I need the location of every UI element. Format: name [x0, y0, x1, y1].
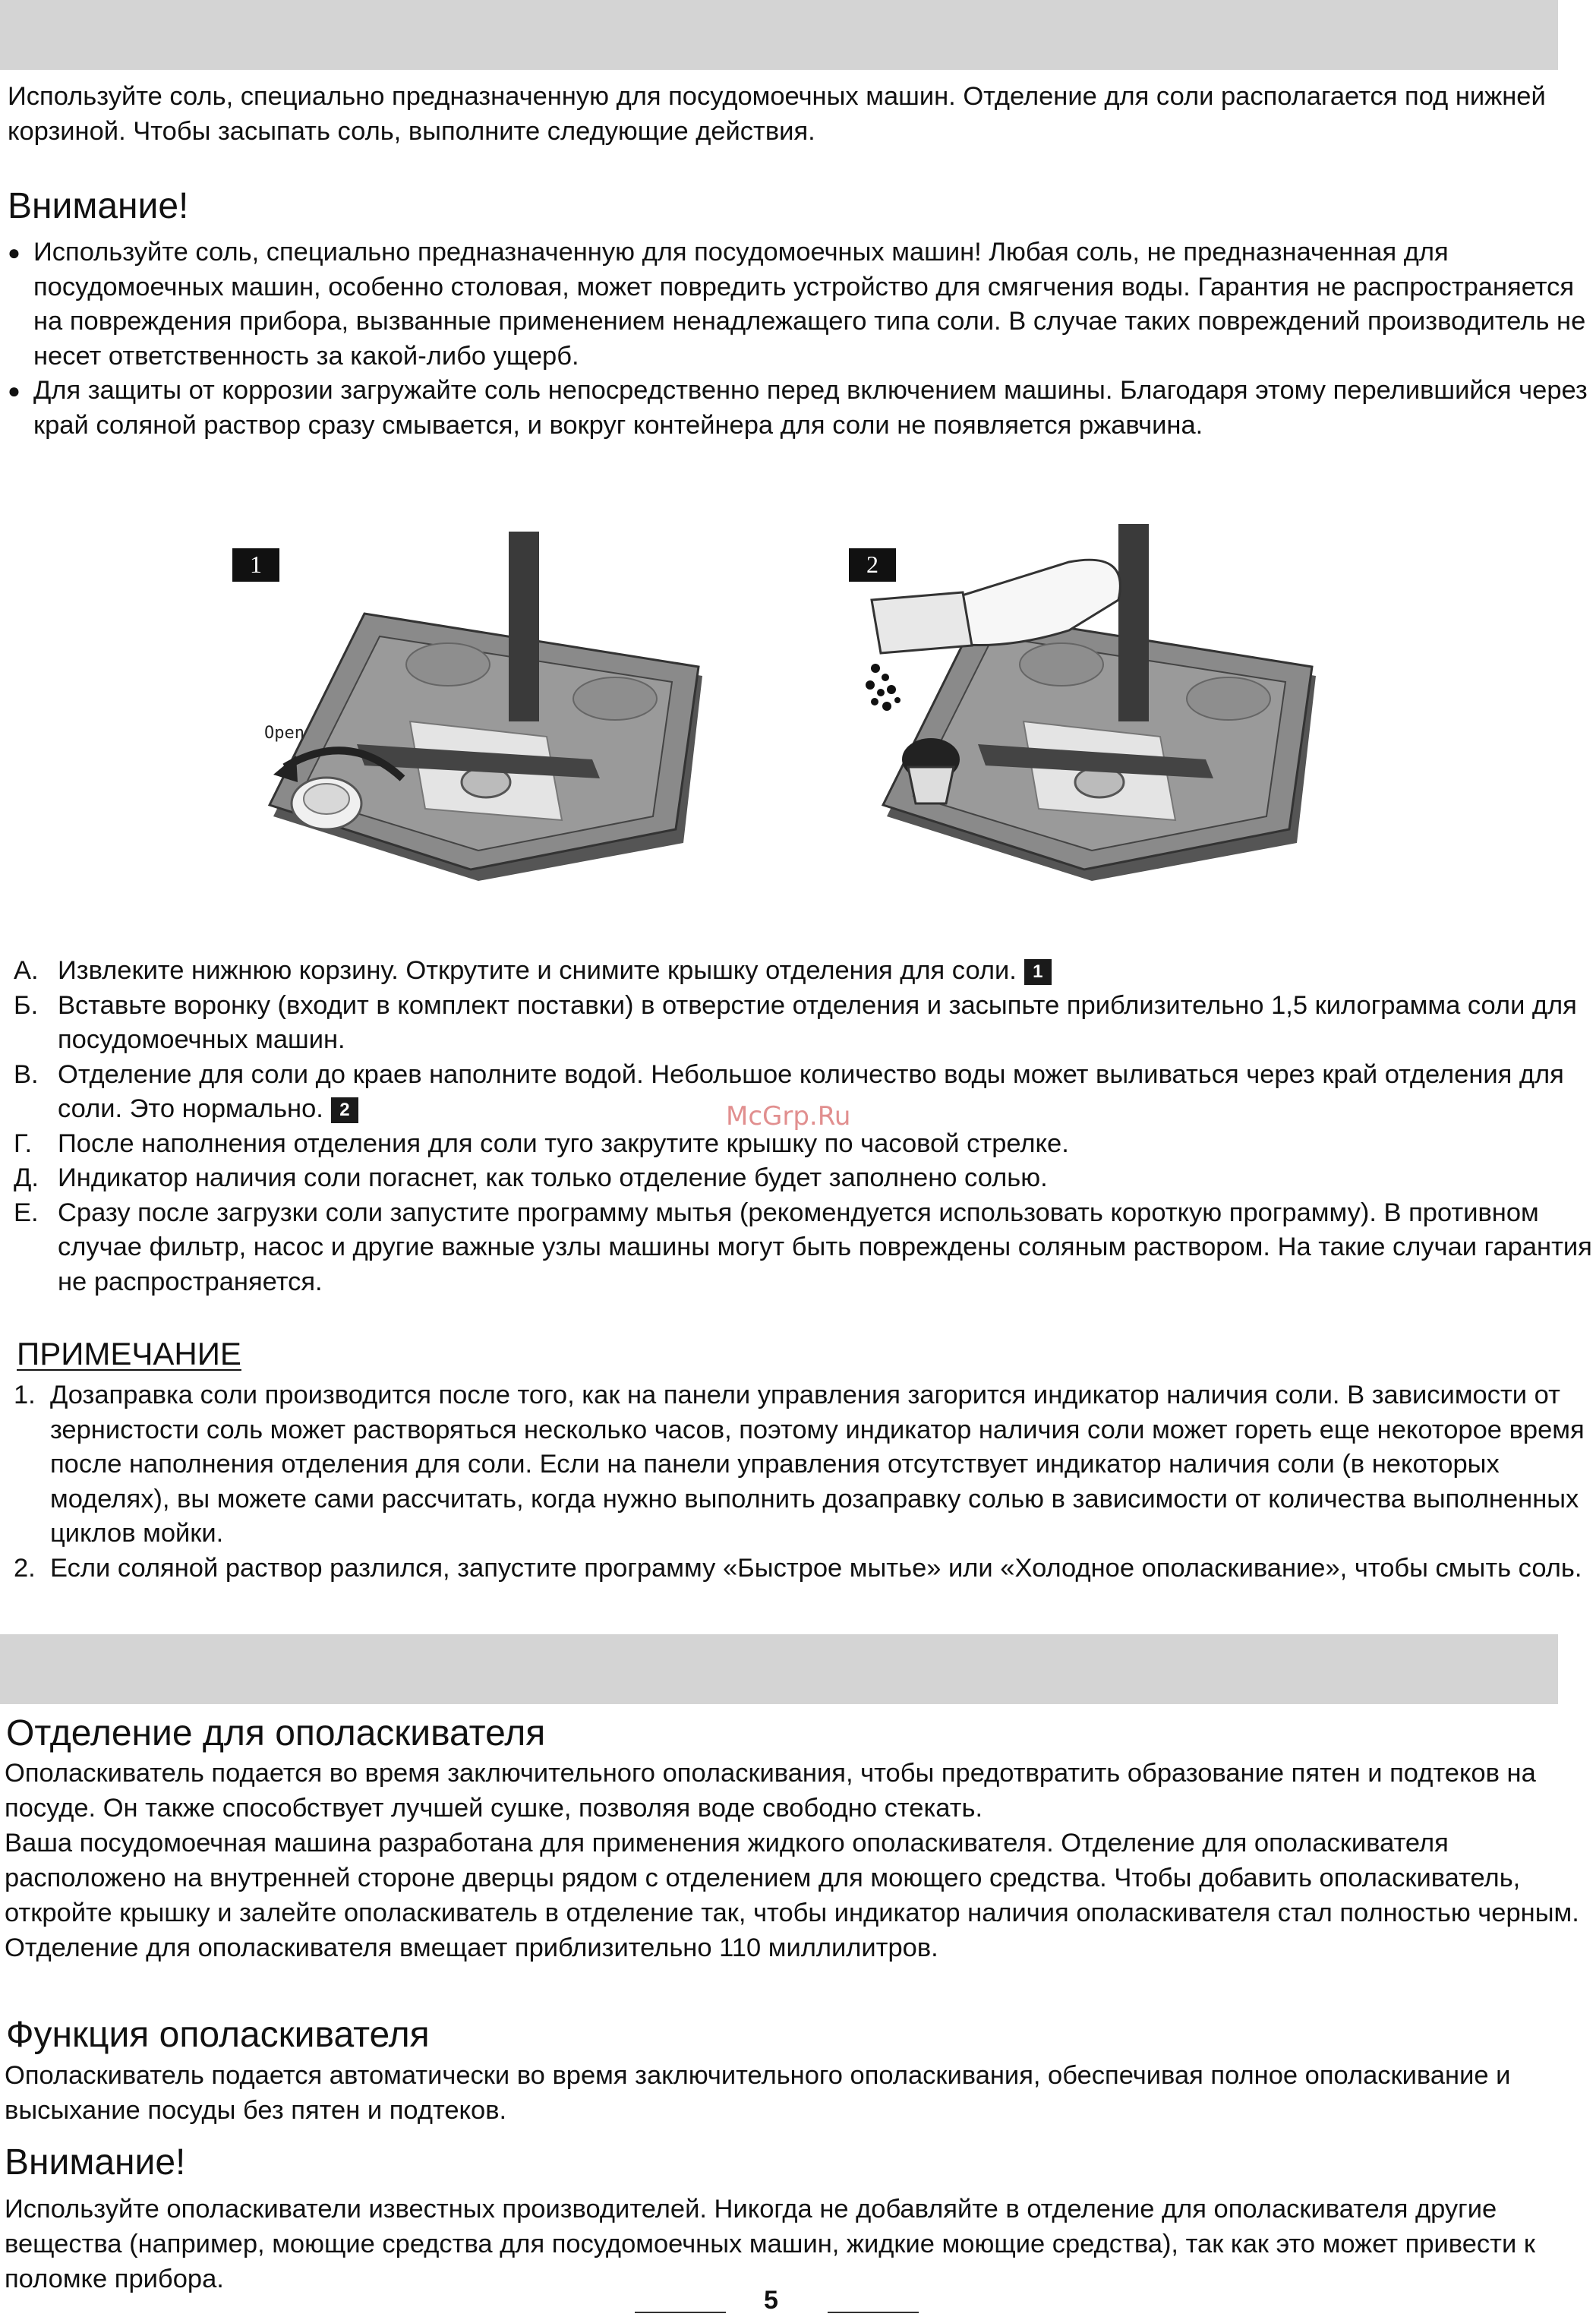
rinse-aid-heading: Отделение для ополаскивателя — [6, 1713, 546, 1753]
warning-heading-2: Внимание! — [5, 2142, 186, 2183]
figure-ref-1: 1 — [1024, 959, 1052, 985]
intro-paragraph: Используйте соль, специально предназначенную для посудомоечных машин. Отделение для соли располагается под нижней корзиной. Чтобы засыпать соль, выполните следующие действия. — [8, 82, 1546, 146]
warning-heading-1: Внимание! — [8, 186, 189, 226]
figure-1-label: 1 — [250, 551, 262, 578]
warning-bullet-list — [8, 235, 1594, 443]
rinse-function-heading: Функция ополаскивателя — [6, 2015, 430, 2055]
rinse-aid-paragraph-2: Ваша посудомоечная машина разработана для применения жидкого ополаскивателя. Отделение для ополаскивателя расположено на внутренней стороне дверцы рядом с отделением для моющего средства. Чтобы добавить ополаскиватель, откройте крышку и залейте ополаскиватель в отделение так, чтобы индикатор наличия ополаскивателя стал полностью черным. Отделение для ополаскивателя вмещает приблизительно 110 миллилитров. — [5, 1829, 1579, 1962]
tub-recess-right — [573, 677, 657, 720]
figure-1-salt-cap-open — [228, 516, 714, 881]
section-band — [0, 1634, 1558, 1704]
bullet-dot-icon: ● — [8, 241, 21, 264]
note-heading: ПРИМЕЧАНИЕ — [17, 1336, 241, 1371]
step-item: А. Извлеките нижнюю корзину. Открутите и снимите крышку отделения для соли. 1 — [14, 954, 1596, 989]
warning-bullet: ● Используйте соль, специально предназначенную для посудомоечных машин! Любая соль, не предназначенная для посудомоечных машин, особенно столовая, может повредить устройство для смягчения воды. Гарантия не распространяется на повреждения прибора, вызванные применением ненадлежащего типа соли. В случае таких повреждений производитель не несет ответственность за какой-либо ущерб. — [8, 235, 1594, 374]
step-item: Г. После наполнения отделения для соли туго закрутите крышку по часовой стрелке. — [14, 1128, 1069, 1158]
footer-line-right — [828, 2312, 919, 2313]
tub-recess-left — [1020, 643, 1103, 686]
figure-2-salt-filling — [841, 516, 1327, 881]
warning-bullet: ● Для защиты от коррозии загружайте соль непосредственно перед включением машины. Благодаря этому перелившийся через край соляной раствор сразу смывается, и вокруг контейнера для соли не появляется ржавчина. — [8, 374, 1594, 443]
step-item: Е. Сразу после загрузки соли запустите программу мытья (рекомендуется использовать короткую программу). В противном случае фильтр, насос и другие важные узлы машины могут быть повреждены соляным раствором. На такие случаи гарантия не распространяется. — [14, 1198, 1592, 1296]
tub-recess-left — [406, 643, 490, 686]
figure-ref-2: 2 — [331, 1097, 358, 1123]
step-item: В. Отделение для соли до краев наполните водой. Небольшое количество воды может выливаться через край отделения для соли. Это нормально. 2 — [14, 1059, 1564, 1123]
figure-2-label: 2 — [866, 551, 878, 578]
header-band — [0, 0, 1558, 70]
note-item: 2. Если соляной раствор разлился, запустите программу «Быстрое мытье» или «Холодное ополаскивание», чтобы смыть соль. — [14, 1553, 1582, 1583]
note-item: 1. Дозаправка соли производится после того, как на панели управления загорится индикатор наличия соли. В зависимости от зернистости соль может растворяться несколько часов, поэтому индикатор наличия соли может гореть еще некоторое время после наполнения отделения для соли. Если на панели управления отсутствует индикатор наличия соли (в некоторых моделях), вы можете сами рассчитать, когда нужно выполнить дозаправку солью в зависимости от количества выполненных циклов мойки. — [14, 1381, 1585, 1548]
salt-grains — [866, 664, 901, 711]
bullet-dot-icon: ● — [8, 379, 21, 402]
step-item: Д. Индикатор наличия соли погаснет, как только отделение будет заполнено солью. — [14, 1163, 1048, 1192]
salt-pack — [872, 592, 972, 653]
open-label: Open — [264, 724, 304, 743]
footer-line-left — [635, 2312, 726, 2313]
arrow-head-icon — [273, 756, 298, 782]
note-list — [14, 1378, 1593, 1586]
spray-arm-column — [1118, 524, 1149, 721]
watermark: McGrp.Ru — [726, 1101, 851, 1132]
salt-funnel — [908, 767, 954, 803]
warning-2-paragraph: Используйте ополаскиватели известных производителей. Никогда не добавляйте в отделение для ополаскивателя другие вещества (например, моющие средства для посудомоечных машин, жидкие моющие средства), так как это может привести к поломке прибора. — [5, 2195, 1535, 2293]
spray-arm-column — [509, 532, 539, 721]
page-number: 5 — [764, 2286, 778, 2315]
tub-recess-right — [1187, 677, 1270, 720]
salt-cap-top — [304, 784, 349, 814]
rinse-aid-paragraph-1: Ополаскиватель подается во время заключительного ополаскивания, чтобы предотвратить образование пятен и подтеков на посуде. Он также способствует лучшей сушке, позволяя воде свободно стекать. — [5, 1759, 1536, 1823]
step-item: Б. Вставьте воронку (входит в комплект поставки) в отверстие отделения и засыпьте приблизительно 1,5 килограмма соли для посудомоечных машин. — [14, 990, 1577, 1054]
rinse-function-paragraph: Ополаскиватель подается автоматически во время заключительного ополаскивания, обеспечивая полное ополаскивание и высыхание посуды без пятен и подтеков. — [5, 2061, 1511, 2125]
